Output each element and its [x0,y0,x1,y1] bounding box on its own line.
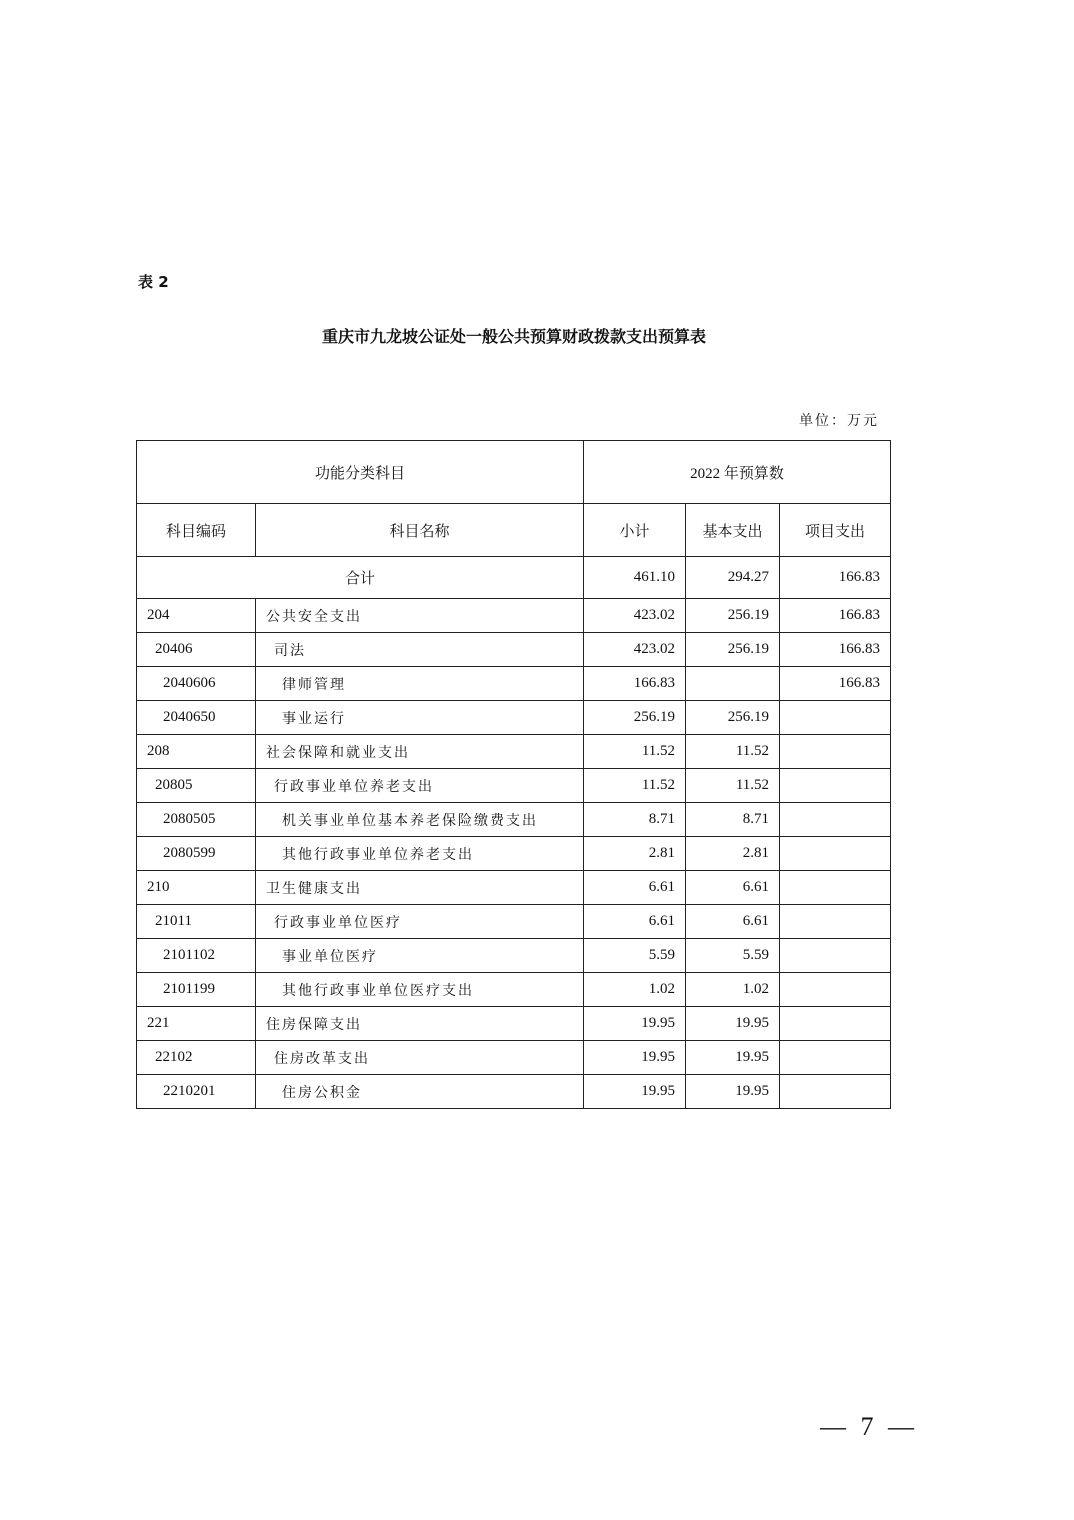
table-row [137,1007,891,1041]
cell-subtotal: 423.02 [584,599,686,633]
total-subtotal: 461.10 [584,557,686,599]
cell-subtotal: 166.83 [584,667,686,701]
cell-subtotal: 8.71 [584,803,686,837]
cell-subject-code: 2101102 [137,939,256,973]
header-subject-code: 科目编码 [137,504,256,557]
cell-subject-code: 20406 [137,633,256,667]
cell-basic-expenditure: 6.61 [686,905,780,939]
cell-subject-name: 事业运行 [256,701,584,735]
cell-project-expenditure: 166.83 [780,599,891,633]
table-label: 表 2 [138,273,169,291]
cell-subject-code: 2210201 [137,1075,256,1109]
cell-subject-name: 住房保障支出 [256,1007,584,1041]
cell-project-expenditure [780,1007,891,1041]
table-row [137,837,891,871]
cell-subject-name: 律师管理 [256,667,584,701]
cell-subtotal: 19.95 [584,1041,686,1075]
cell-basic-expenditure: 19.95 [686,1007,780,1041]
cell-subtotal: 19.95 [584,1007,686,1041]
table-row [137,973,891,1007]
cell-basic-expenditure: 19.95 [686,1075,780,1109]
header-project-expenditure: 项目支出 [780,504,891,557]
cell-project-expenditure [780,1041,891,1075]
cell-subject-code: 210 [137,871,256,905]
header-subject-name: 科目名称 [256,504,584,557]
cell-subject-code: 2040606 [137,667,256,701]
table-row [137,939,891,973]
cell-project-expenditure [780,735,891,769]
cell-basic-expenditure: 6.61 [686,871,780,905]
total-project: 166.83 [780,557,891,599]
cell-subject-code: 20805 [137,769,256,803]
table-row [137,633,891,667]
cell-subject-code: 221 [137,1007,256,1041]
cell-subtotal: 256.19 [584,701,686,735]
cell-subject-code: 2040650 [137,701,256,735]
cell-subject-code: 204 [137,599,256,633]
cell-project-expenditure [780,939,891,973]
cell-subject-code: 2080599 [137,837,256,871]
cell-subject-name: 公共安全支出 [256,599,584,633]
cell-subtotal: 6.61 [584,905,686,939]
cell-basic-expenditure: 11.52 [686,769,780,803]
cell-subject-code: 22102 [137,1041,256,1075]
table-row [137,769,891,803]
total-row [137,557,891,599]
cell-subtotal: 6.61 [584,871,686,905]
cell-subtotal: 5.59 [584,939,686,973]
cell-basic-expenditure [686,667,780,701]
cell-basic-expenditure: 5.59 [686,939,780,973]
cell-subject-name: 住房公积金 [256,1075,584,1109]
cell-subject-name: 卫生健康支出 [256,871,584,905]
cell-subject-code: 2080505 [137,803,256,837]
cell-project-expenditure: 166.83 [780,667,891,701]
cell-subtotal: 19.95 [584,1075,686,1109]
cell-project-expenditure [780,871,891,905]
cell-subject-name: 行政事业单位医疗 [256,905,584,939]
cell-subject-code: 208 [137,735,256,769]
cell-basic-expenditure: 11.52 [686,735,780,769]
cell-subject-name: 社会保障和就业支出 [256,735,584,769]
header-basic-expenditure: 基本支出 [686,504,780,557]
cell-subject-name: 事业单位医疗 [256,939,584,973]
cell-project-expenditure: 166.83 [780,633,891,667]
cell-project-expenditure [780,701,891,735]
cell-project-expenditure [780,905,891,939]
table-row [137,803,891,837]
table-row [137,667,891,701]
cell-basic-expenditure: 1.02 [686,973,780,1007]
cell-basic-expenditure: 256.19 [686,599,780,633]
budget-table [136,440,891,1109]
total-basic: 294.27 [686,557,780,599]
table-row [137,599,891,633]
cell-project-expenditure [780,803,891,837]
table-row [137,735,891,769]
table-row [137,871,891,905]
cell-subject-name: 机关事业单位基本养老保险缴费支出 [256,803,584,837]
cell-project-expenditure [780,973,891,1007]
total-label: 合计 [137,557,584,599]
header-functional-category: 功能分类科目 [137,441,584,504]
header-subtotal: 小计 [584,504,686,557]
header-row-1 [137,441,891,504]
page-number: — 7 — [820,1412,918,1441]
cell-basic-expenditure: 19.95 [686,1041,780,1075]
table-row [137,701,891,735]
cell-subject-name: 其他行政事业单位医疗支出 [256,973,584,1007]
cell-basic-expenditure: 256.19 [686,633,780,667]
table-row [137,1041,891,1075]
cell-subtotal: 11.52 [584,769,686,803]
cell-subject-name: 住房改革支出 [256,1041,584,1075]
cell-project-expenditure [780,1075,891,1109]
unit-label: 单位：万元 [799,413,879,429]
cell-basic-expenditure: 2.81 [686,837,780,871]
cell-subtotal: 1.02 [584,973,686,1007]
cell-subject-code: 2101199 [137,973,256,1007]
cell-project-expenditure [780,837,891,871]
table-row [137,905,891,939]
cell-subtotal: 11.52 [584,735,686,769]
cell-basic-expenditure: 8.71 [686,803,780,837]
cell-subject-code: 21011 [137,905,256,939]
cell-basic-expenditure: 256.19 [686,701,780,735]
header-budget-year: 2022 年预算数 [584,441,891,504]
page-title: 重庆市九龙坡公证处一般公共预算财政拨款支出预算表 [321,327,706,346]
table-row [137,1075,891,1109]
cell-subtotal: 423.02 [584,633,686,667]
header-row-2 [137,504,891,557]
cell-subject-name: 行政事业单位养老支出 [256,769,584,803]
cell-subtotal: 2.81 [584,837,686,871]
cell-subject-name: 司法 [256,633,584,667]
cell-subject-name: 其他行政事业单位养老支出 [256,837,584,871]
cell-project-expenditure [780,769,891,803]
